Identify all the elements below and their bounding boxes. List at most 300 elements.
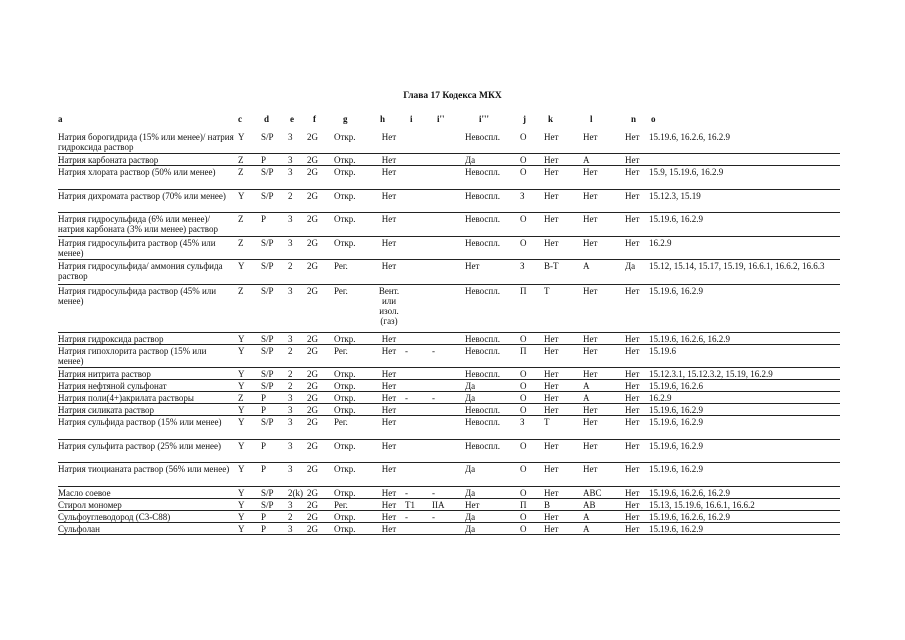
cell-j: О <box>520 512 527 522</box>
cell-c: Y <box>238 334 245 344</box>
cell-a: Натрия хлората раствор (50% или менее) <box>58 167 216 177</box>
cell-e: 2 <box>288 381 293 391</box>
cell-o: 15.19.6, 16.2.9 <box>649 441 703 451</box>
cell-h: Нет <box>381 464 397 474</box>
cell-d: S/P <box>261 261 274 271</box>
cell-o: 15.19.6, 16.2.6, 16.2.9 <box>649 488 730 498</box>
cell-j: О <box>520 167 527 177</box>
cell-d: S/P <box>261 488 274 498</box>
cell-l: А <box>583 261 590 271</box>
cell-d: S/P <box>261 334 274 344</box>
cell-f: 2G <box>307 167 318 177</box>
cell-h: Нет <box>381 488 397 498</box>
cell-j: О <box>520 155 527 165</box>
cell-l: А <box>583 155 590 165</box>
cell-n: Нет <box>625 464 640 474</box>
cell-f: 2G <box>307 155 318 165</box>
cell-j: О <box>520 381 527 391</box>
cell-d: S/P <box>261 167 274 177</box>
cell-g: Откр. <box>334 441 356 451</box>
cell-h: Нет <box>381 417 397 427</box>
cell-d: P <box>261 441 267 451</box>
cell-h: Нет <box>381 132 397 142</box>
cell-e: 3 <box>288 464 293 474</box>
cell-c: Y <box>238 381 245 391</box>
cell-i3: Невоспл. <box>465 132 500 142</box>
cell-f: 2G <box>307 369 318 379</box>
cell-l: Нет <box>583 405 598 415</box>
cell-n: Нет <box>625 524 640 534</box>
table-row <box>58 286 840 333</box>
table-row <box>58 334 840 345</box>
cell-h: Нет <box>381 155 397 165</box>
cell-a: Натрия гидроксида раствор <box>58 334 164 344</box>
cell-i3: Невоспл. <box>465 417 500 427</box>
cell-a: Натрия тиоцианата раствор (56% или менее) <box>58 464 230 474</box>
cell-c: Y <box>238 417 245 427</box>
cell-j: О <box>520 464 527 474</box>
cell-h: Нет <box>381 524 397 534</box>
cell-c: Y <box>238 500 245 510</box>
table-row <box>58 405 840 416</box>
cell-i3: Невоспл. <box>465 167 500 177</box>
cell-n: Нет <box>625 381 640 391</box>
cell-a: Натрия борогидрида (15% или менее)/ натрия гидроксида раствор <box>58 132 234 152</box>
cell-d: P <box>261 524 267 534</box>
cell-k: Нет <box>544 167 559 177</box>
cell-o: 15.19.6, 16.2.9 <box>649 524 703 534</box>
cell-n: Нет <box>625 155 640 165</box>
cell-e: 2(k) <box>288 488 303 498</box>
cell-n: Нет <box>625 132 640 142</box>
cell-d: S/P <box>261 238 274 248</box>
cell-a: Сульфолан <box>58 524 100 534</box>
cell-o: 15.19.6, 16.2.6, 16.2.9 <box>649 132 730 142</box>
cell-h: Нет <box>381 191 397 201</box>
cell-l: AB <box>583 500 596 510</box>
cell-f: 2G <box>307 417 318 427</box>
cell-g: Откр. <box>334 488 356 498</box>
cell-i3: Да <box>465 393 476 403</box>
cell-c: Y <box>238 191 245 201</box>
cell-l: Нет <box>583 167 598 177</box>
cell-h: Нет <box>381 441 397 451</box>
cell-i2: IIA <box>432 500 445 510</box>
cell-d: S/P <box>261 381 274 391</box>
cell-n: Нет <box>625 512 640 522</box>
header-h: h <box>380 114 386 124</box>
header-o: o <box>651 114 656 124</box>
cell-f: 2G <box>307 381 318 391</box>
cell-c: Y <box>238 488 245 498</box>
cell-c: Y <box>238 132 245 142</box>
cell-g: Откр. <box>334 155 356 165</box>
cell-o: 15.13, 15.19.6, 16.6.1, 16.6.2 <box>649 500 755 510</box>
cell-i3: Да <box>465 381 476 391</box>
cell-k: Т <box>544 417 550 427</box>
cell-h: Нет <box>381 261 397 271</box>
cell-a: Натрия гидросульфида/ аммония сульфида раствор <box>58 261 223 281</box>
cell-g: Откр. <box>334 238 356 248</box>
cell-c: Y <box>238 346 245 356</box>
table-row <box>58 500 840 511</box>
cell-f: 2G <box>307 512 318 522</box>
cell-c: Z <box>238 167 244 177</box>
cell-a: Стирол мономер <box>58 500 122 510</box>
cell-h: Нет <box>381 405 397 415</box>
cell-l: А <box>583 524 590 534</box>
cell-a: Натрия дихромата раствор (70% или менее) <box>58 191 226 201</box>
cell-f: 2G <box>307 286 318 296</box>
cell-o: 15.19.6, 16.2.6, 16.2.9 <box>649 334 730 344</box>
table-row <box>58 191 840 213</box>
cell-a: Натрия поли(4+)акрилата растворы <box>58 393 194 403</box>
cell-i: - <box>405 393 408 403</box>
cell-i3: Невоспл. <box>465 191 500 201</box>
cell-g: Рег. <box>334 500 348 510</box>
cell-d: S/P <box>261 286 274 296</box>
cell-i3: Да <box>465 524 476 534</box>
cell-k: Нет <box>544 488 559 498</box>
cell-n: Нет <box>625 346 640 356</box>
header-a: a <box>58 114 63 124</box>
cell-c: Y <box>238 405 245 415</box>
cell-o: 15.12.3.1, 15.12.3.2, 15.19, 16.2.9 <box>649 369 773 379</box>
cell-f: 2G <box>307 346 318 356</box>
table-row <box>58 167 840 190</box>
cell-g: Откр. <box>334 369 356 379</box>
cell-d: P <box>261 214 267 224</box>
page-title: Глава 17 Кодекса МКХ <box>403 91 502 101</box>
cell-i3: Невоспл. <box>465 238 500 248</box>
cell-e: 3 <box>288 417 293 427</box>
cell-g: Откр. <box>334 334 356 344</box>
cell-f: 2G <box>307 500 318 510</box>
cell-l: Нет <box>583 334 598 344</box>
cell-e: 2 <box>288 191 293 201</box>
cell-f: 2G <box>307 488 318 498</box>
cell-f: 2G <box>307 405 318 415</box>
cell-k: Нет <box>544 381 559 391</box>
cell-e: 3 <box>288 393 293 403</box>
cell-g: Откр. <box>334 464 356 474</box>
cell-o: 15.9, 15.19.6, 16.2.9 <box>649 167 724 177</box>
cell-o: 15.12, 15.14, 15.17, 15.19, 16.6.1, 16.6.2, 16.6.3 <box>649 261 825 271</box>
cell-i2: - <box>432 512 435 522</box>
cell-a: Натрия нитрита раствор <box>58 369 151 379</box>
cell-g: Откр. <box>334 132 356 142</box>
cell-o: 15.19.6, 16.2.9 <box>649 286 703 296</box>
cell-c: Z <box>238 393 244 403</box>
table-row <box>58 417 840 440</box>
cell-e: 3 <box>288 334 293 344</box>
cell-c: Y <box>238 512 245 522</box>
cell-k: Нет <box>544 369 559 379</box>
cell-i: - <box>405 346 408 356</box>
cell-f: 2G <box>307 441 318 451</box>
cell-j: П <box>520 346 527 356</box>
cell-g: Рег. <box>334 286 348 296</box>
table-row <box>58 238 840 260</box>
cell-k: Нет <box>544 155 559 165</box>
cell-e: 2 <box>288 346 293 356</box>
cell-h: Вент. или изол. (газ) <box>378 286 400 326</box>
cell-i2: - <box>432 488 435 498</box>
header-i2: i'' <box>437 114 445 124</box>
cell-i3: Невоспл. <box>465 405 500 415</box>
cell-f: 2G <box>307 524 318 534</box>
cell-h: Нет <box>381 381 397 391</box>
cell-a: Натрия карбоната раствор <box>58 155 159 165</box>
cell-n: Нет <box>625 441 640 451</box>
cell-k: Нет <box>544 238 559 248</box>
cell-a: Натрия сульфида раствор (15% или менее) <box>58 417 222 427</box>
cell-n: Нет <box>625 369 640 379</box>
table-row <box>58 132 840 154</box>
cell-g: Рег. <box>334 261 348 271</box>
cell-n: Нет <box>625 238 640 248</box>
cell-i3: Невоспл. <box>465 286 500 296</box>
cell-j: П <box>520 286 527 296</box>
cell-n: Нет <box>625 286 640 296</box>
cell-k: Нет <box>544 132 559 142</box>
cell-k: Нет <box>544 512 559 522</box>
cell-e: 3 <box>288 500 293 510</box>
cell-g: Откр. <box>334 393 356 403</box>
cell-o: 16.2.9 <box>649 238 672 248</box>
cell-i3: Да <box>465 155 476 165</box>
cell-k: Нет <box>544 464 559 474</box>
cell-j: О <box>520 488 527 498</box>
cell-h: Нет <box>381 393 397 403</box>
header-e: e <box>290 114 294 124</box>
cell-a: Натрия гипохлорита раствор (15% или менее) <box>58 346 207 366</box>
cell-d: P <box>261 155 267 165</box>
cell-n: Да <box>625 261 636 271</box>
cell-d: P <box>261 393 267 403</box>
cell-c: Y <box>238 369 245 379</box>
cell-g: Откр. <box>334 524 356 534</box>
cell-e: 3 <box>288 132 293 142</box>
cell-o: 15.19.6, 16.2.9 <box>649 405 703 415</box>
cell-d: S/P <box>261 191 274 201</box>
cell-a: Натрия гидросульфида (6% или менее)/ натрия карбоната (3% или менее) раствор <box>58 214 218 234</box>
cell-l: Нет <box>583 214 598 224</box>
cell-i3: Да <box>465 488 476 498</box>
cell-e: 3 <box>288 441 293 451</box>
cell-j: О <box>520 405 527 415</box>
cell-i3: Невоспл. <box>465 334 500 344</box>
cell-l: Нет <box>583 346 598 356</box>
cell-o: 15.19.6, 16.2.9 <box>649 214 703 224</box>
cell-k: Нет <box>544 393 559 403</box>
cell-o: 15.19.6, 16.2.9 <box>649 417 703 427</box>
table-row <box>58 369 840 380</box>
cell-l: Нет <box>583 417 598 427</box>
table-row <box>58 393 840 404</box>
cell-l: А <box>583 381 590 391</box>
cell-k: Нет <box>544 405 559 415</box>
header-c: c <box>238 114 242 124</box>
cell-l: Нет <box>583 369 598 379</box>
cell-f: 2G <box>307 334 318 344</box>
table-row <box>58 488 840 499</box>
cell-e: 3 <box>288 524 293 534</box>
cell-e: 3 <box>288 214 293 224</box>
cell-f: 2G <box>307 464 318 474</box>
cell-e: 2 <box>288 369 293 379</box>
cell-e: 3 <box>288 238 293 248</box>
cell-g: Откр. <box>334 214 356 224</box>
cell-k: В <box>544 500 551 510</box>
table-row <box>58 261 840 285</box>
table-row <box>58 155 840 166</box>
table-row <box>58 381 840 392</box>
cell-n: Нет <box>625 334 640 344</box>
header-d: d <box>264 114 270 124</box>
cell-k: Нет <box>544 524 559 534</box>
cell-g: Рег. <box>334 346 348 356</box>
table-row <box>58 214 840 237</box>
cell-n: Нет <box>625 191 640 201</box>
cell-o: 15.19.6, 16.2.6 <box>649 381 703 391</box>
cell-a: Масло соевое <box>58 488 111 498</box>
cell-j: О <box>520 393 527 403</box>
cell-n: Нет <box>625 393 640 403</box>
cell-j: З <box>520 261 525 271</box>
cell-a: Сульфоуглеводород (С3-С88) <box>58 512 171 522</box>
cell-i3: Нет <box>465 261 480 271</box>
cell-l: Нет <box>583 132 598 142</box>
cell-c: Z <box>238 155 244 165</box>
cell-i3: Невоспл. <box>465 441 500 451</box>
cell-l: А <box>583 393 590 403</box>
header-n: n <box>631 114 637 124</box>
cell-i2: - <box>432 393 435 403</box>
cell-o: 15.12.3, 15.19 <box>649 191 701 201</box>
cell-o: 16.2.9 <box>649 393 672 403</box>
cell-h: Нет <box>381 512 397 522</box>
cell-a: Натрия силиката раствор <box>58 405 155 415</box>
cell-g: Рег. <box>334 417 348 427</box>
table-row <box>58 346 840 368</box>
cell-d: S/P <box>261 346 274 356</box>
cell-c: Y <box>238 261 245 271</box>
cell-g: Откр. <box>334 191 356 201</box>
cell-c: Z <box>238 286 244 296</box>
cell-i: - <box>405 488 408 498</box>
cell-h: Нет <box>381 500 397 510</box>
cell-j: П <box>520 500 527 510</box>
cell-f: 2G <box>307 214 318 224</box>
cell-d: S/P <box>261 500 274 510</box>
header-i: i <box>410 114 413 124</box>
cell-h: Нет <box>381 167 397 177</box>
cell-n: Нет <box>625 488 640 498</box>
cell-l: Нет <box>583 191 598 201</box>
cell-i2: - <box>432 346 435 356</box>
cell-g: Откр. <box>334 405 356 415</box>
header-l: l <box>590 114 593 124</box>
cell-d: P <box>261 405 267 415</box>
cell-e: 3 <box>288 286 293 296</box>
cell-g: Откр. <box>334 167 356 177</box>
cell-n: Нет <box>625 214 640 224</box>
cell-f: 2G <box>307 261 318 271</box>
cell-l: А <box>583 512 590 522</box>
cell-h: Нет <box>381 369 397 379</box>
cell-e: 2 <box>288 261 293 271</box>
cell-f: 2G <box>307 132 318 142</box>
table-row <box>58 441 840 463</box>
cell-e: 3 <box>288 167 293 177</box>
cell-j: О <box>520 214 527 224</box>
table-row <box>58 524 840 535</box>
cell-e: 3 <box>288 155 293 165</box>
cell-h: Нет <box>381 334 397 344</box>
cell-e: 2 <box>288 512 293 522</box>
cell-h: Нет <box>381 214 397 224</box>
cell-c: Y <box>238 524 245 534</box>
cell-k: Нет <box>544 334 559 344</box>
cell-o: 15.19.6, 16.2.6, 16.2.9 <box>649 512 730 522</box>
cell-n: Нет <box>625 417 640 427</box>
cell-a: Натрия гидросульфита раствор (45% или менее) <box>58 238 216 258</box>
cell-d: P <box>261 512 267 522</box>
cell-d: S/P <box>261 369 274 379</box>
cell-k: Нет <box>544 214 559 224</box>
cell-n: Нет <box>625 500 640 510</box>
cell-f: 2G <box>307 191 318 201</box>
cell-d: P <box>261 464 267 474</box>
table-row <box>58 512 840 523</box>
cell-d: S/P <box>261 417 274 427</box>
cell-g: Откр. <box>334 381 356 391</box>
cell-j: О <box>520 369 527 379</box>
cell-i: - <box>405 512 408 522</box>
cell-j: О <box>520 132 527 142</box>
cell-l: Нет <box>583 464 598 474</box>
cell-i: T1 <box>405 500 415 510</box>
cell-i3: Да <box>465 464 476 474</box>
cell-d: S/P <box>261 132 274 142</box>
cell-i3: Невоспл. <box>465 369 500 379</box>
cell-i3: Невоспл. <box>465 214 500 224</box>
cell-f: 2G <box>307 238 318 248</box>
cell-c: Y <box>238 464 245 474</box>
cell-j: О <box>520 524 527 534</box>
cell-a: Натрия сульфита раствор (25% или менее) <box>58 441 221 451</box>
cell-j: З <box>520 417 525 427</box>
cell-i3: Невоспл. <box>465 346 500 356</box>
cell-n: Нет <box>625 405 640 415</box>
cell-a: Натрия гидросульфида раствор (45% или менее) <box>58 286 217 306</box>
table-row <box>58 464 840 487</box>
header-k: k <box>548 114 554 124</box>
cell-l: Нет <box>583 286 598 296</box>
cell-h: Нет <box>381 346 397 356</box>
header-g: g <box>343 114 348 124</box>
cell-f: 2G <box>307 393 318 403</box>
cell-g: Откр. <box>334 512 356 522</box>
cell-n: Нет <box>625 167 640 177</box>
cell-l: ABC <box>583 488 602 498</box>
header-f: f <box>313 114 316 124</box>
cell-c: Z <box>238 214 244 224</box>
header-j: j <box>523 114 526 124</box>
cell-j: З <box>520 191 525 201</box>
cell-e: 3 <box>288 405 293 415</box>
